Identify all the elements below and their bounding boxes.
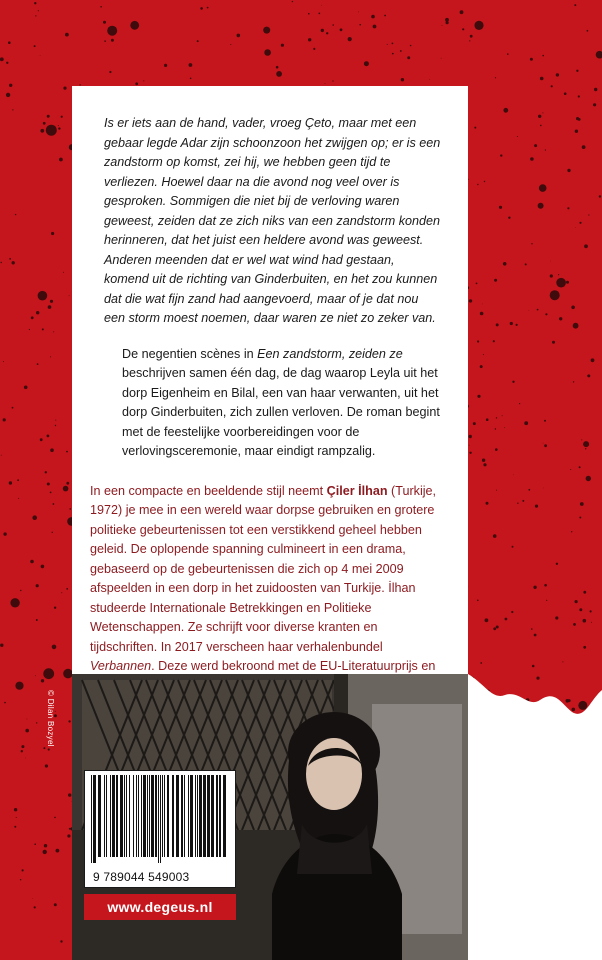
excerpt-quote: Is er iets aan de hand, vader, vroeg Çeto, maar met een gebaar legde Adar zijn schoonzoon het zwijgen op; er is een zandstorm op komst, zei hij, we hebben geen tijd te verliezen. Hoewel daar na die avond nog veel over is gesproken. Sommigen die niet bij de verloving waren geweest, zeiden dat ze zich niks van een zandstorm konden herinneren, dat het juist een heldere avond was geweest. Anderen meenden dat er wel wat wind had gestaan, komend uit de richting van Ginderbuiten, en het zou kunnen dat die wat fijn zand had aangevoerd, maar of je dat nou een storm moest noemen, daar waren ze niet zo zeker van. (104, 116, 441, 325)
bio-book-title: Verbannen (90, 659, 152, 673)
book-description (122, 345, 442, 462)
bio-part-2: (Turkije, 1972) je mee in een wereld waar dorpse gebruiken en grotere politieke gebeurtenissen tot een verstikkend geheel hebben geleid. De oplopende spanning culmineert in een drama, gebaseerd op de gebeurtenissen die zich op 4 mei 2009 afspeelden in een dorp in het zuidoosten van Turkije. İlhan studeerde Internationale Betrekkingen en Politieke Wetenschappen. Ze schrijft voor diverse kranten en tijdschriften. In 2017 verscheen haar verhalenbundel (90, 483, 437, 654)
description-title: Een zandstorm, zeiden ze (257, 346, 403, 361)
author-name: Çiler İlhan (326, 483, 388, 498)
barcode-bars (85, 771, 235, 863)
bio-part-1: In een compacte en beeldende stijl neemt (90, 483, 327, 498)
author-bio (90, 482, 442, 697)
publisher-website[interactable] (84, 894, 236, 920)
isbn-barcode (84, 770, 236, 888)
barcode-digits: 9 789044 549003 (93, 870, 190, 884)
back-cover-text-panel (72, 86, 468, 674)
description-part-1: De negentien scènes in (122, 346, 258, 361)
description-part-2: beschrijven samen één dag, de dag waarop Leyla uit het dorp Eigenheim en Bilal, een van haar verwanten, uit het dorp Ginderbuiten, zich zullen verloven. De roman begint met de feestelijke voorbereidingen voor de verlovingsceremonie, maar eindigt rampzalig. (122, 366, 440, 458)
website-link[interactable]: www.degeus.nl (107, 899, 213, 915)
photo-credit: © Dilan Bozyel (46, 690, 55, 747)
bio-part-3: . Deze werd bekroond met de EU-Literatuurprijs en (151, 659, 436, 673)
